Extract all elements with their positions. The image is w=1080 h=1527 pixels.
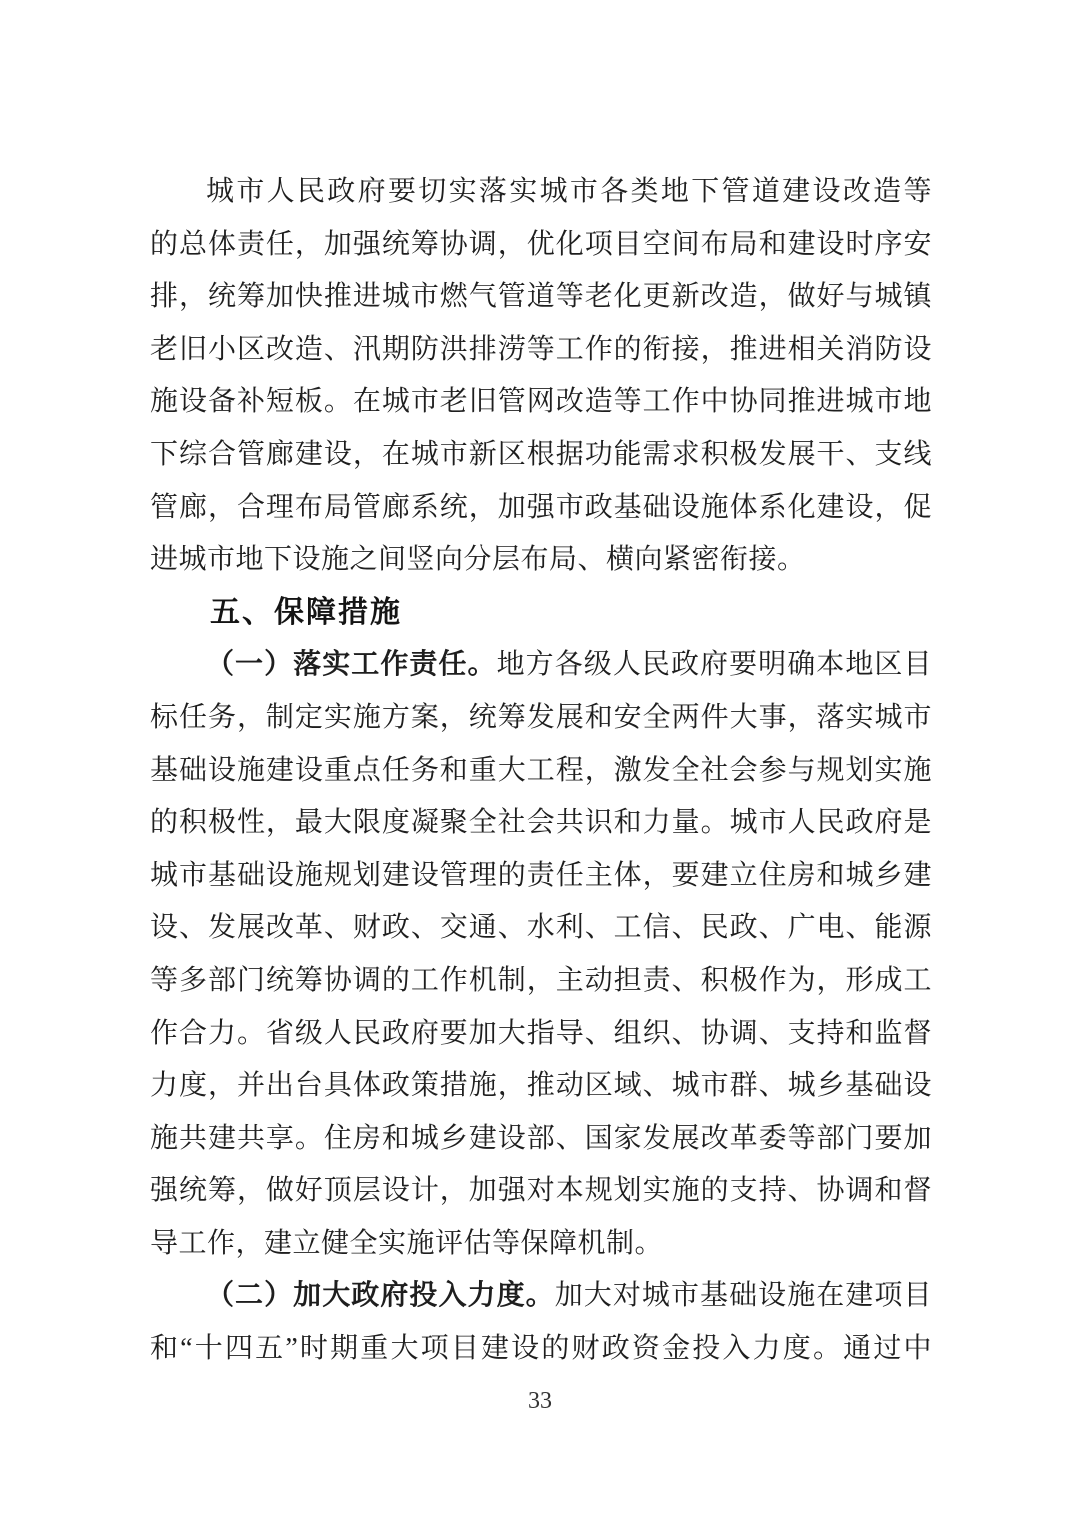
text-line: 老旧小区改造、汛期防洪排涝等工作的衔接，推进相关消防设 — [150, 333, 932, 365]
text-line: 的总体责任，加强统筹协调，优化项目空间布局和建设时序安 — [150, 228, 932, 260]
section-heading: 五、保障措施 — [210, 595, 402, 629]
text-line: 的积极性，最大限度凝聚全社会共识和力量。城市人民政府是 — [150, 807, 932, 839]
text-line — [150, 1270, 932, 1323]
text-line: 进城市地下设施之间竖向分层布局、横向紧密衔接。 — [150, 544, 806, 576]
text-line — [150, 639, 932, 692]
text-line: 施设备补短板。在城市老旧管网改造等工作中协同推进城市地 — [150, 386, 932, 418]
text-line: 设、发展改革、财政、交通、水利、工信、民政、广电、能源 — [150, 912, 932, 944]
text-line: 导工作，建立健全实施评估等保障机制。 — [150, 1227, 664, 1259]
text-line: 标任务，制定实施方案，统筹发展和安全两件大事，落实城市 — [150, 701, 932, 733]
text-line: 排，统筹加快推进城市燃气管道等老化更新改造，做好与城镇 — [150, 281, 932, 313]
text-line: 和“十四五”时期重大项目建设的财政资金投入力度。通过中 — [150, 1333, 932, 1365]
text-line: 基础设施建设重点任务和重大工程，激发全社会参与规划实施 — [150, 754, 932, 786]
paragraph-lead: （二）加大政府投入力度。 — [206, 1280, 555, 1312]
document-body — [150, 166, 932, 1376]
text-line: 城市人民政府要切实落实城市各类地下管道建设改造等 — [206, 176, 932, 207]
paragraph-text: 加大对城市基础设施在建项目 — [554, 1280, 932, 1312]
paragraph-lead: （一）落实工作责任。 — [206, 649, 497, 681]
text-line: 施共建共享。住房和城乡建设部、国家发展改革委等部门要加 — [150, 1122, 932, 1154]
text-line: 下综合管廊建设，在城市新区根据功能需求积极发展干、支线 — [150, 438, 932, 470]
text-line: 力度，并出台具体政策措施，推动区域、城市群、城乡基础设 — [150, 1070, 932, 1102]
text-line: 管廊，合理布局管廊系统，加强市政基础设施体系化建设，促 — [150, 491, 932, 523]
text-line: 作合力。省级人民政府要加大指导、组织、协调、支持和监督 — [150, 1017, 932, 1049]
text-line: 等多部门统筹协调的工作机制，主动担责、积极作为，形成工 — [150, 964, 932, 996]
paragraph-text: 地方各级人民政府要明确本地区目 — [496, 649, 932, 681]
page-number: 33 — [528, 1388, 552, 1414]
text-line: 城市基础设施规划建设管理的责任主体，要建立住房和城乡建 — [150, 859, 932, 891]
text-line: 强统筹，做好顶层设计，加强对本规划实施的支持、协调和督 — [150, 1175, 932, 1207]
